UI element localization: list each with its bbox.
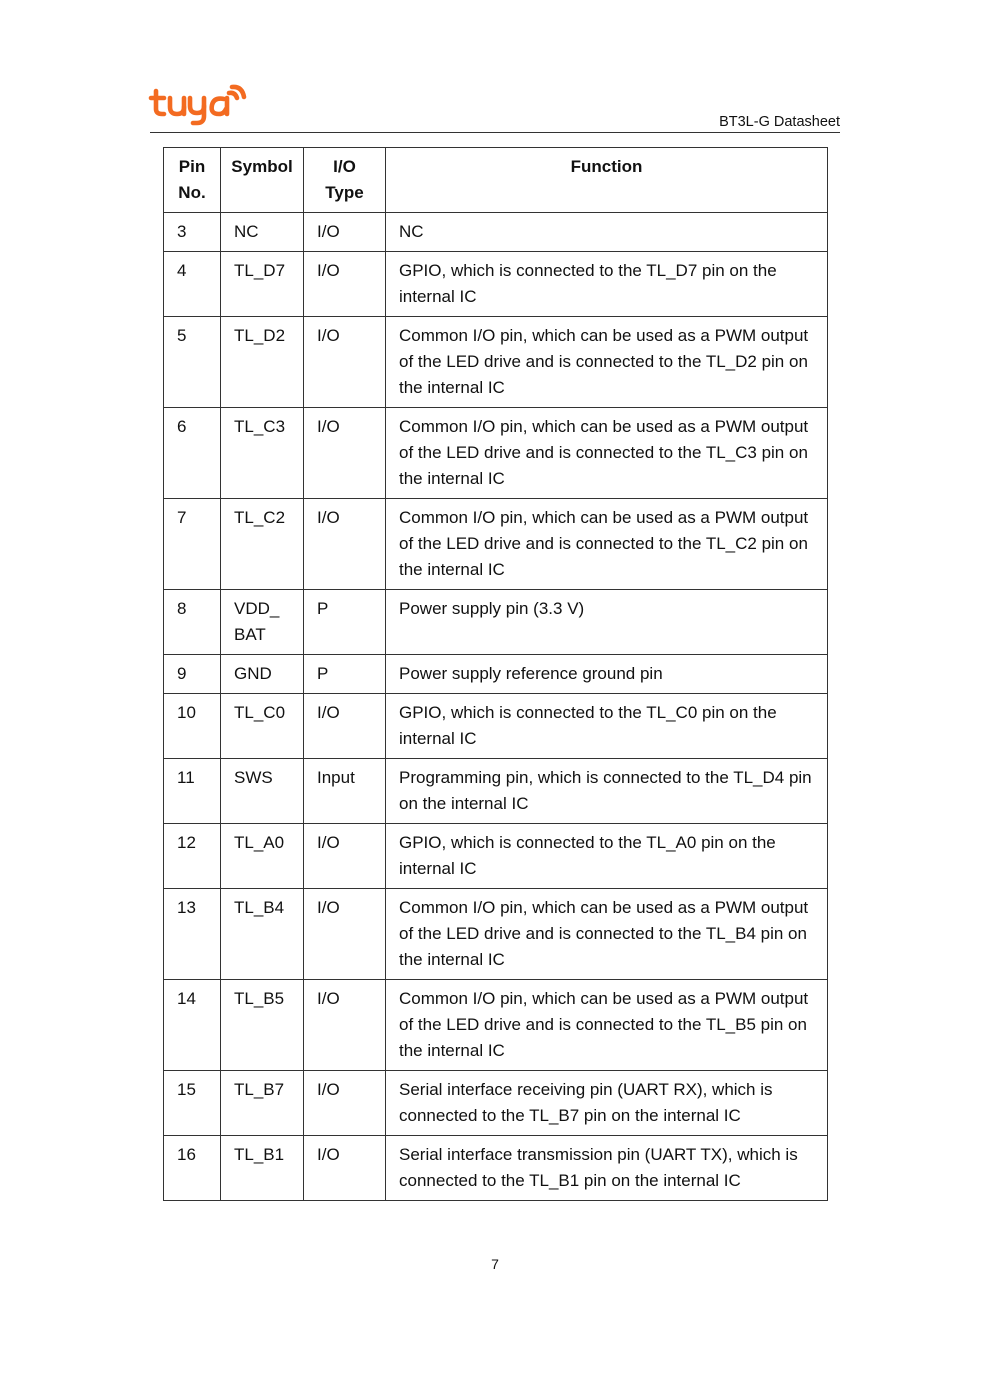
cell-symbol: GND [221, 655, 304, 694]
cell-io-type: I/O [304, 408, 386, 499]
column-header-line: Pin [178, 157, 206, 176]
cell-symbol: TL_C0 [221, 694, 304, 759]
cell-function: Power supply pin (3.3 V) [386, 590, 828, 655]
cell-function: GPIO, which is connected to the TL_D7 pin on the internal IC [386, 252, 828, 317]
cell-function: Serial interface transmission pin (UART TX), which is connected to the TL_B1 pin on the internal IC [386, 1136, 828, 1201]
cell-pin: 15 [164, 1071, 221, 1136]
cell-function: Serial interface receiving pin (UART RX), which is connected to the TL_B7 pin on the internal IC [386, 1071, 828, 1136]
column-header-line: No. [178, 183, 206, 202]
cell-function: Common I/O pin, which can be used as a PWM output of the LED drive and is connected to the TL_C3 pin on the internal IC [386, 408, 828, 499]
table-row [164, 1136, 828, 1201]
cell-pin: 11 [164, 759, 221, 824]
cell-symbol: TL_C2 [221, 499, 304, 590]
cell-function: Common I/O pin, which can be used as a PWM output of the LED drive and is connected to the TL_B5 pin on the internal IC [386, 980, 828, 1071]
cell-symbol: TL_A0 [221, 824, 304, 889]
table-row [164, 694, 828, 759]
cell-function: GPIO, which is connected to the TL_A0 pin on the internal IC [386, 824, 828, 889]
page-header [150, 78, 840, 133]
cell-pin: 14 [164, 980, 221, 1071]
cell-io-type: I/O [304, 317, 386, 408]
cell-symbol: TL_C3 [221, 408, 304, 499]
cell-symbol: TL_B4 [221, 889, 304, 980]
cell-symbol: NC [221, 213, 304, 252]
document-title: BT3L-G Datasheet [719, 114, 840, 130]
cell-io-type: I/O [304, 252, 386, 317]
pin-definition-table [163, 147, 828, 1201]
table-header-row [164, 148, 828, 213]
cell-function: Common I/O pin, which can be used as a PWM output of the LED drive and is connected to the TL_C2 pin on the internal IC [386, 499, 828, 590]
cell-pin: 7 [164, 499, 221, 590]
table-row [164, 655, 828, 694]
cell-symbol: VDD_ BAT [221, 590, 304, 655]
table-row [164, 980, 828, 1071]
cell-function: Programming pin, which is connected to the TL_D4 pin on the internal IC [386, 759, 828, 824]
column-header-function [386, 148, 828, 213]
table-row [164, 889, 828, 980]
cell-pin: 16 [164, 1136, 221, 1201]
cell-io-type: I/O [304, 499, 386, 590]
cell-io-type: I/O [304, 694, 386, 759]
cell-io-type: P [304, 590, 386, 655]
column-header-line: Function [570, 157, 643, 176]
cell-symbol: TL_B5 [221, 980, 304, 1071]
table-row [164, 590, 828, 655]
cell-io-type: P [304, 655, 386, 694]
table-row [164, 759, 828, 824]
cell-pin: 5 [164, 317, 221, 408]
table-row [164, 499, 828, 590]
cell-pin: 9 [164, 655, 221, 694]
cell-io-type: I/O [304, 213, 386, 252]
cell-function: GPIO, which is connected to the TL_C0 pin on the internal IC [386, 694, 828, 759]
table-row [164, 252, 828, 317]
column-header-pin [164, 148, 221, 213]
column-header-symbol [221, 148, 304, 213]
cell-pin: 3 [164, 213, 221, 252]
cell-function: NC [386, 213, 828, 252]
cell-function: Power supply reference ground pin [386, 655, 828, 694]
page-number: 7 [491, 1256, 499, 1272]
cell-pin: 4 [164, 252, 221, 317]
column-header-io-type [304, 148, 386, 213]
cell-io-type: I/O [304, 1136, 386, 1201]
table-row [164, 408, 828, 499]
cell-function: Common I/O pin, which can be used as a PWM output of the LED drive and is connected to the TL_B4 pin on the internal IC [386, 889, 828, 980]
cell-symbol: TL_D2 [221, 317, 304, 408]
column-header-line: I/O [333, 157, 356, 176]
column-header-line: Type [325, 183, 364, 202]
cell-pin: 12 [164, 824, 221, 889]
cell-io-type: I/O [304, 980, 386, 1071]
cell-io-type: I/O [304, 889, 386, 980]
table-row [164, 317, 828, 408]
column-header-line: Symbol [231, 157, 293, 176]
cell-pin: 10 [164, 694, 221, 759]
cell-pin: 6 [164, 408, 221, 499]
cell-function: Common I/O pin, which can be used as a PWM output of the LED drive and is connected to the TL_D2 pin on the internal IC [386, 317, 828, 408]
cell-symbol: TL_B7 [221, 1071, 304, 1136]
cell-io-type: I/O [304, 824, 386, 889]
cell-symbol: TL_D7 [221, 252, 304, 317]
cell-pin: 8 [164, 590, 221, 655]
table-row [164, 1071, 828, 1136]
table-row [164, 824, 828, 889]
tuya-logo [148, 78, 258, 130]
cell-io-type: I/O [304, 1071, 386, 1136]
cell-symbol: TL_B1 [221, 1136, 304, 1201]
cell-pin: 13 [164, 889, 221, 980]
cell-io-type: Input [304, 759, 386, 824]
table-row [164, 213, 828, 252]
cell-symbol: SWS [221, 759, 304, 824]
table-body [164, 213, 828, 1201]
